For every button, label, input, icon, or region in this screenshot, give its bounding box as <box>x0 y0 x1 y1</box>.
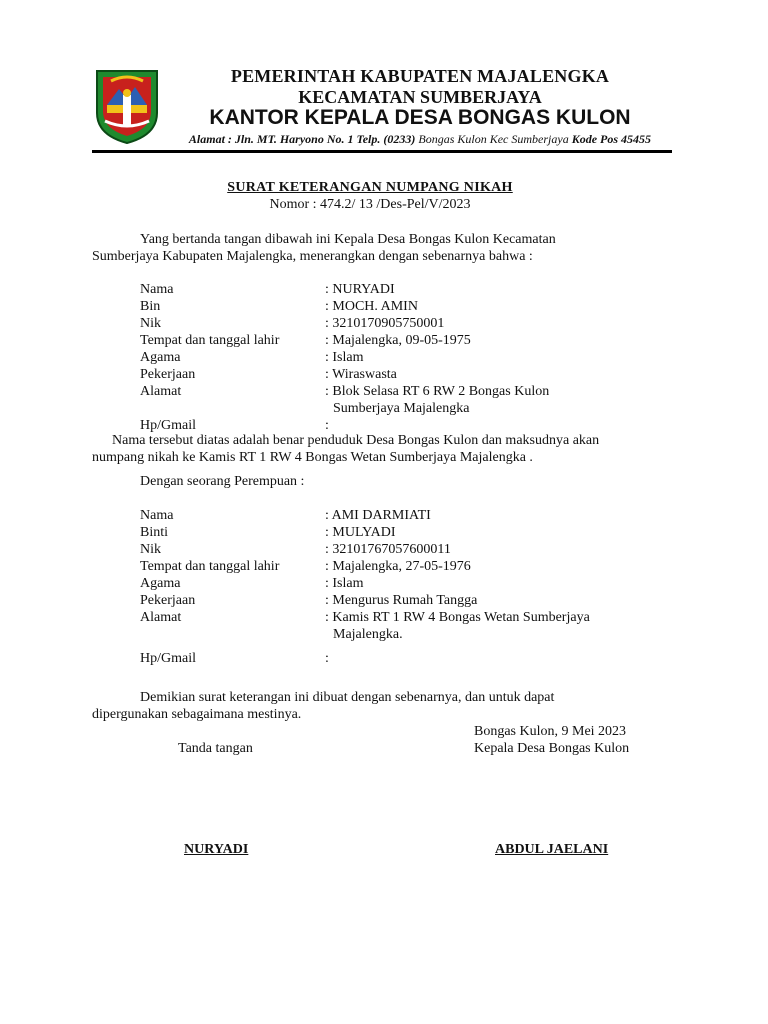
woman-name-value: : AMI DARMIATI <box>325 508 431 523</box>
header-district-line: KECAMATAN SUMBERJAYA <box>298 87 542 107</box>
statement-line-2: numpang nikah ke Kamis RT 1 RW 4 Bongas Wetan Sumberjaya Majalengka . <box>92 450 533 465</box>
man-birth-value: : Majalengka, 09-05-1975 <box>325 333 471 348</box>
signature-right-caption: Kepala Desa Bongas Kulon <box>474 741 630 756</box>
header-government-line: PEMERINTAH KABUPATEN MAJALENGKA <box>230 66 610 86</box>
woman-religion-value: : Islam <box>325 576 364 591</box>
man-occupation-label: Pekerjaan <box>140 367 196 382</box>
signer-left-name: NURYADI <box>184 842 249 857</box>
signer-right-name: ABDUL JAELANI <box>495 842 609 857</box>
man-contact-label: Hp/Gmail <box>140 418 196 433</box>
man-religion-value: : Islam <box>325 350 364 365</box>
man-nik-value: : 3210170905750001 <box>325 316 445 331</box>
man-address-value-line-1: : Blok Selasa RT 6 RW 2 Bongas Kulon <box>325 384 550 399</box>
man-address-label: Alamat <box>140 384 182 399</box>
header-address-line <box>150 132 690 147</box>
address-postcode: Kode Pos 45455 <box>571 132 652 146</box>
woman-religion-label: Agama <box>140 576 181 591</box>
man-name-label: Nama <box>140 282 174 297</box>
woman-binti-label: Binti <box>140 525 169 540</box>
woman-nik-label: Nik <box>140 542 161 557</box>
man-occupation-value: : Wiraswasta <box>325 367 397 382</box>
document-number: Nomor : 474.2/ 13 /Des-Pel/V/2023 <box>269 197 471 212</box>
man-religion-label: Agama <box>140 350 181 365</box>
closing-line-2: dipergunakan sebagaimana mestinya. <box>92 707 302 722</box>
woman-occupation-label: Pekerjaan <box>140 593 196 608</box>
man-bin-value: : MOCH. AMIN <box>325 299 418 314</box>
woman-address-label: Alamat <box>140 610 182 625</box>
closing-line-1: Demikian surat keterangan ini dibuat dengan sebenarnya, dan untuk dapat <box>140 690 555 705</box>
man-nik-label: Nik <box>140 316 161 331</box>
woman-address-value-line-1: : Kamis RT 1 RW 4 Bongas Wetan Sumberjaya <box>325 610 590 625</box>
woman-name-label: Nama <box>140 508 174 523</box>
man-name-value: : NURYADI <box>325 282 395 297</box>
document-title: SURAT KETERANGAN NUMPANG NIKAH <box>227 180 513 195</box>
woman-birth-label: Tempat dan tanggal lahir <box>140 559 280 574</box>
man-birth-label: Tempat dan tanggal lahir <box>140 333 280 348</box>
man-bin-label: Bin <box>140 299 161 314</box>
signature-left-caption: Tanda tangan <box>178 741 253 756</box>
intro-paragraph-line-2: Sumberjaya Kabupaten Majalengka, menerangkan dengan sebenarnya bahwa : <box>92 249 533 264</box>
address-area: Bongas Kulon Kec Sumberjaya <box>415 132 572 146</box>
man-address-value-line-2: Sumberjaya Majalengka <box>333 401 470 416</box>
woman-nik-value: : 32101767057600011 <box>325 542 451 557</box>
woman-address-value-line-2: Majalengka. <box>333 627 403 642</box>
woman-birth-value: : Majalengka, 27-05-1976 <box>325 559 471 574</box>
place-and-date: Bongas Kulon, 9 Mei 2023 <box>474 724 627 739</box>
intro-paragraph-line-1: Yang bertanda tangan dibawah ini Kepala Desa Bongas Kulon Kecamatan <box>140 232 556 247</box>
woman-occupation-value: : Mengurus Rumah Tangga <box>325 593 478 608</box>
address-street: Alamat : Jln. MT. Haryono No. 1 Telp. (0233) <box>188 132 416 146</box>
man-contact-value: : <box>325 418 329 433</box>
woman-contact-label: Hp/Gmail <box>140 651 196 666</box>
statement-line-1: Nama tersebut diatas adalah benar penduduk Desa Bongas Kulon dan maksudnya akan <box>112 433 600 448</box>
woman-binti-value: : MULYADI <box>325 525 396 540</box>
header-divider <box>92 150 672 153</box>
woman-section-intro: Dengan seorang Perempuan : <box>140 474 305 489</box>
header-office-line: KANTOR KEPALA DESA BONGAS KULON <box>209 106 631 129</box>
woman-contact-value: : <box>325 651 329 666</box>
